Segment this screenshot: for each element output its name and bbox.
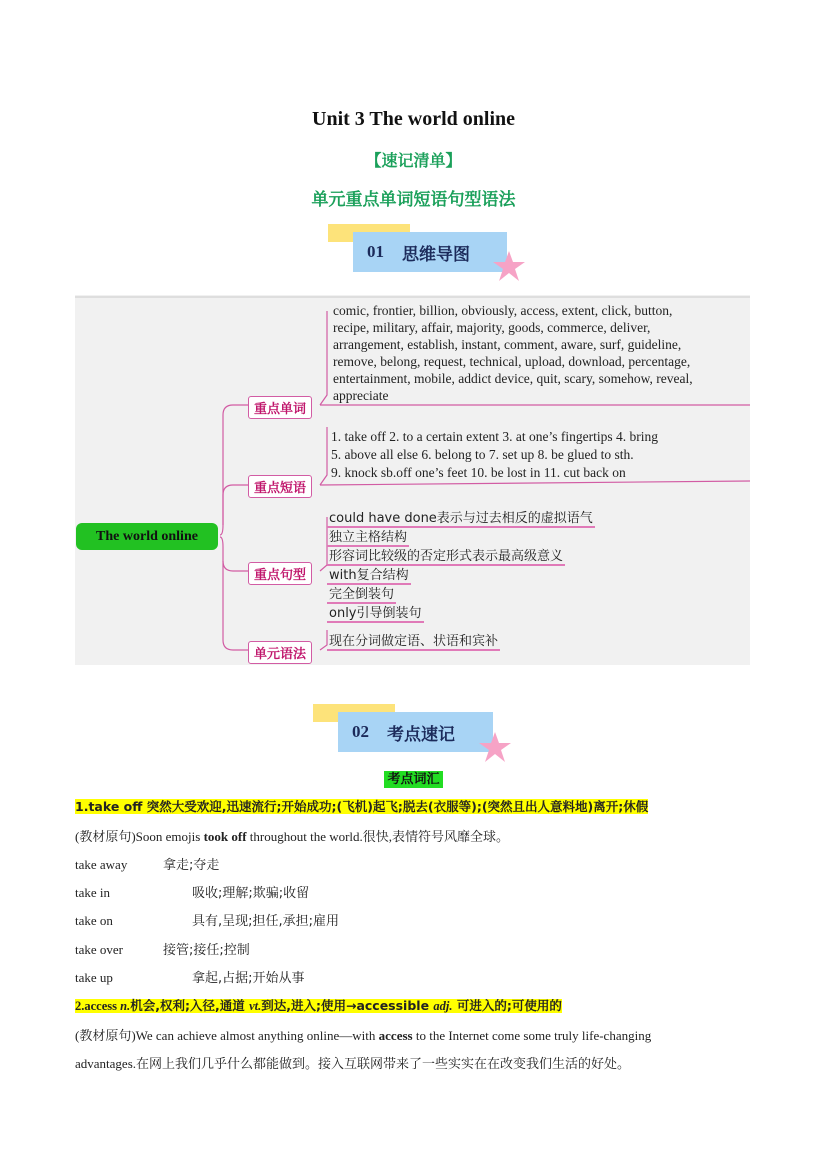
subtitle: 【速记清单】 [365, 151, 462, 170]
branch-key-words: 重点单词 [248, 396, 312, 419]
sentence-pattern: with复合结构 [329, 568, 409, 583]
section-badge-mindmap [353, 232, 507, 272]
section-badge-points [338, 712, 493, 752]
phrase-row: take away 拿走;夺走 [75, 857, 220, 873]
mind-map-root: The world online [76, 523, 218, 550]
section-number: 02 [352, 722, 369, 741]
phrase-row: take on 具有,呈现;担任,承担;雇用 [75, 913, 340, 929]
star-icon [478, 731, 512, 763]
entry-source-sentence: (教材原句)Soon emojis took off throughout the world.很快,表情符号风靡全球。 [75, 829, 510, 844]
word-line: arrangement, establish, instant, comment, aware, surf, guideline, [333, 337, 682, 352]
entry-source-sentence: (教材原句)We can achieve almost anything online—with access to the Internet come some truly life-changing [75, 1028, 652, 1043]
word-line: remove, belong, request, technical, upload, download, percentage, [333, 354, 691, 369]
sentence-pattern: 形容词比较级的否定形式表示最高级意义 [329, 549, 564, 564]
branch-key-phrases: 重点短语 [248, 475, 312, 498]
phrase-line: 9. knock sb.off one’s feet 10. be lost in 11. cut back on [331, 465, 626, 480]
phrase-row: take over 接管;接任;控制 [75, 942, 250, 958]
branch-key-sentences: 重点句型 [248, 562, 312, 585]
word-line: recipe, military, affair, majority, goods, commerce, deliver, [333, 320, 651, 335]
phrase-line: 5. above all else 6. belong to 7. set up 8. be glued to sth. [331, 447, 634, 462]
sentence-pattern: 完全倒装句 [329, 587, 395, 602]
section-label: 思维导图 [402, 244, 470, 265]
sentence-pattern: only引导倒装句 [329, 606, 422, 621]
vocab-tag: 考点词汇 [0, 768, 827, 788]
section-label: 考点速记 [387, 724, 455, 745]
entry-translation: advantages.在网上我们几乎什么都能做到。接入互联网带来了一些实实在在改变我们生活的好处。 [75, 1056, 631, 1072]
phrase-line: 1. take off 2. to a certain extent 3. at one’s fingertips 4. bring [331, 429, 659, 444]
word-line: appreciate [333, 388, 389, 403]
branch-grammar: 单元语法 [248, 641, 312, 664]
star-icon [492, 250, 526, 282]
grammar-point: 现在分词做定语、状语和宾补 [329, 634, 499, 649]
word-line: entertainment, mobile, addict device, quit, scary, somehow, reveal, [333, 371, 693, 386]
phrase-row: take up 拿起,占据;开始从事 [75, 970, 305, 986]
mind-map [75, 295, 750, 665]
page-title: Unit 3 The world online [312, 108, 515, 130]
sentence-pattern: could have done表示与过去相反的虚拟语气 [329, 511, 593, 526]
sentence-pattern: 独立主格结构 [329, 530, 408, 545]
section-number: 01 [367, 242, 384, 261]
phrase-row: take in 吸收;理解;欺骗;收留 [75, 885, 310, 901]
entry-heading-take-off: 1.take off 突然大受欢迎,迅速流行;开始成功;(飞机)起飞;脱去(衣服等);(突然且出人意料地)离开;休假 [75, 799, 649, 814]
entry-heading-access: 2.access n.机会,权利;入径,通道 vt.到达,进入;使用→accessible adj. 可进入的;可使用的 [75, 998, 562, 1013]
word-line: comic, frontier, billion, obviously, access, extent, click, button, [333, 303, 673, 318]
section-heading: 单元重点单词短语句型语法 [311, 190, 516, 210]
